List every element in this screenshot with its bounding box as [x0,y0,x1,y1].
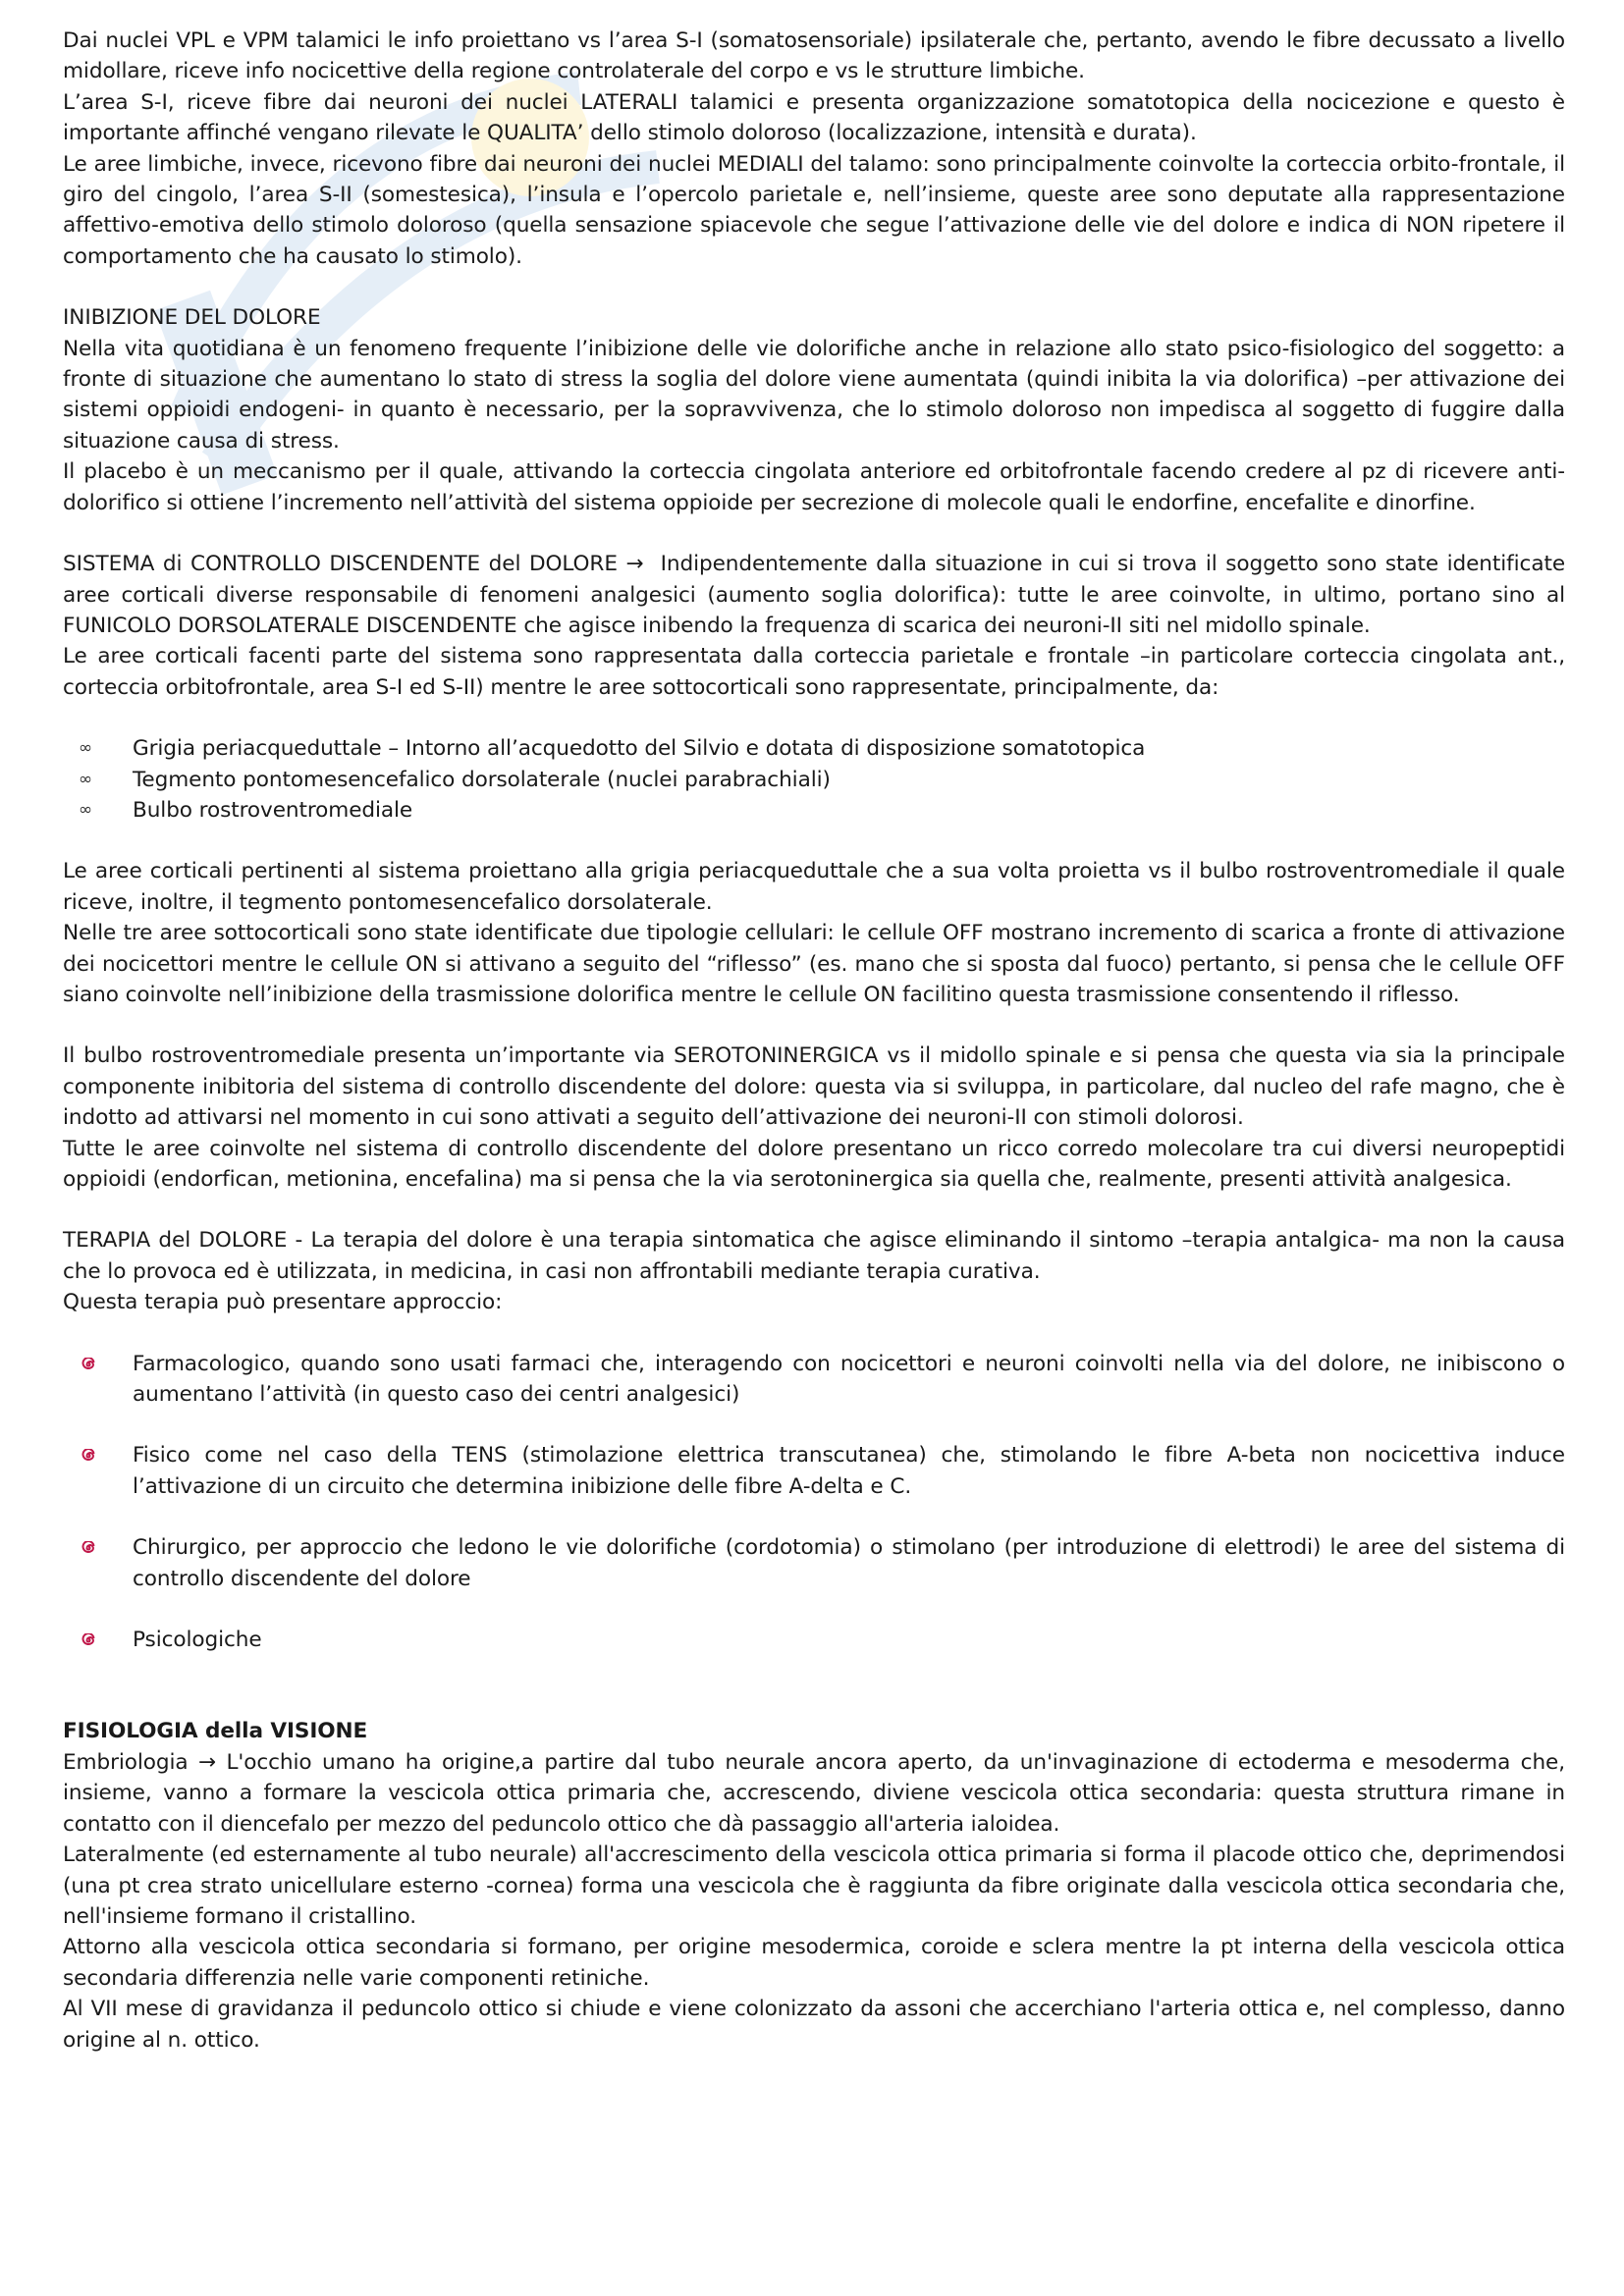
subcortical-list [63,733,1565,826]
swirl-bullet-icon [81,1358,95,1371]
paragraph-nervo-ottico: Al VII mese di gravidanza il peduncolo ottico si chiude e viene colonizzato da assoni che accerchiano l'arteria ottica e, nel complesso, danno origine al n. ottico. [63,1997,1565,2053]
paragraph-cellule-on-off: Nelle tre aree sottocorticali sono state identificate due tipologie cellulari: le cellule OFF mostrano incremento di scarica a fronte di attivazione dei nocicettori mentre le cellule ON si attivano a seguito del “riflesso” (es. mano che si sposta dal fuoco) pertanto, si pensa che le cellule OFF siano coinvolte nell’inibizione della trasmissione dolorifica mentre le cellule ON facilitino questa trasmissione consentendo il riflesso. [63,921,1565,1007]
infinity-bullet-icon: ∞ [79,799,93,820]
sistema-controllo-text: Indipendentemente dalla situazione in cui si trova il soggetto sono state identificate aree corticali diverse responsabile di fenomeni analgesici (aumento soglia dolorifica): tutte le aree coinvolte, in ultimo, portano sino al FUNICOLO DORSOLATERALE DISCENDENTE che agisce inibendo la frequenza di scarica dei neuroni-II siti nel midollo spinale. [63,552,1566,638]
list-item: ∞ Grigia periacqueduttale – Intorno all’acquedotto del Silvio e dotata di disposizione somatotopica [63,733,1565,764]
therapy-approach-list [63,1349,1565,1656]
paragraph-vpl-vpm: Dai nuclei VPL e VPM talamici le info proiettano vs l’area S-I (somatosensoriale) ipsilaterale che, pertanto, avendo le fibre decussato a livello midollare, riceve info nocicettive della regione controlaterale del corpo e vs le strutture limbiche. [63,28,1565,84]
heading-sistema-controllo: SISTEMA di CONTROLLO DISCENDENTE del DOLORE [63,552,618,577]
list-item: ∞ Tegmento pontomesencefalico dorsolaterale (nuclei parabrachiali) [63,765,1565,795]
list-item: Fisico come nel caso della TENS (stimolazione elettrica transcutanea) che, stimolando le fibre A-beta non nocicettiva induce l’attivazione di un circuito che determina inibizione delle fibre A-delta e C. [63,1440,1565,1502]
infinity-bullet-icon: ∞ [79,738,93,759]
list-item: Psicologiche [63,1625,1565,1655]
swirl-bullet-icon [81,1633,95,1647]
heading-inibizione: INIBIZIONE DEL DOLORE [63,305,321,331]
list-item: Chirurgico, per approccio che ledono le vie dolorifiche (cordotomia) o stimolano (per introduzione di elettrodi) le aree del sistema di controllo discendente del dolore [63,1532,1565,1594]
paragraph-placebo: Il placebo è un meccanismo per il quale, attivando la corteccia cingolata anteriore ed orbitofrontale facendo credere al pz di ricevere anti-dolorifico si ottiene l’incremento nell’attività del sistema oppioide per secrezione di molecole quali le endorfine, encefalite e dinorfine. [63,459,1565,515]
paragraph-aree-limbiche: Le aree limbiche, invece, ricevono fibre dai neuroni dei nuclei MEDIALI del talamo: sono principalmente coinvolte la corteccia orbito-frontale, il giro del cingolo, l’area S-II (somestesica), l’insula e l’opercolo parietale e, nell’insieme, queste aree sono deputate alla rappresentazione affettivo-emotiva dello stimolo doloroso (quella sensazione spiacevole che segue l’attivazione delle vie del dolore e indica di NON ripetere il comportamento che ha causato lo stimolo). [63,151,1565,269]
paragraph-area-s1: L’area S-I, riceve fibre dai neuroni dei nuclei LATERALI talamici e presenta organizzazione somatotopica della nocicezione e questo è importante affinché vengano rilevate le QUALITA’ dello stimolo doloroso (localizzazione, intensità e durata). [63,89,1565,146]
paragraph-embriologia: Embriologia → L'occhio umano ha origine,a partire dal tubo neurale ancora aperto, da un'invaginazione di ectoderma e mesoderma che, insieme, vanno a formare la vescicola ottica primaria che, accrescendo, diviene vescicola ottica secondaria: questa struttura rimane in contatto con il diencefalo per mezzo del peduncolo ottico che dà passaggio all'arteria ialoidea. [63,1749,1565,1837]
paragraph-proiezioni: Le aree corticali pertinenti al sistema proiettano alla grigia periacqueduttale che a sua volta proietta vs il bulbo rostroventromediale il quale riceve, inoltre, il tegmento pontomesencefalico dorsolaterale. [63,859,1565,915]
paragraph-aree-corticali: Le aree corticali facenti parte del sistema sono rappresentata dalla corteccia parietale e frontale –in particolare corteccia cingolata ant., corteccia orbitofrontale, area S-I ed S-II) mentre le aree sottocorticali sono rappresentate, principalmente, da: [63,644,1565,700]
list-item: ∞ Bulbo rostroventromediale [63,795,1565,826]
paragraph-placode: Lateralmente (ed esternamente al tubo neurale) all'accrescimento della vescicola ottica primaria si forma il placode ottico che, deprimendosi (una pt crea strato unicellulare esterno -cornea) forma una vescicola che è raggiunta da fibre originate dalla vescicola ottica secondaria che, nell'insieme formano il cristallino. [63,1842,1565,1929]
paragraph-approccio: Questa terapia può presentare approccio: [63,1290,503,1315]
paragraph-aree-coinvolte: Tutte le aree coinvolte nel sistema di controllo discendente del dolore presentano un ricco corredo molecolare tra cui diversi neuropeptidi oppioidi (endorfican, metionina, encefalina) ma si pensa che la via serotoninergica sia quella che, realmente, presenti attività analgesica. [63,1136,1565,1192]
paragraph-inibizione: Nella vita quotidiana è un fenomeno frequente l’inibizione delle vie dolorifiche anche in relazione allo stato psico-fisiologico del soggetto: a fronte di situazione che aumentano lo stato di stress la soglia del dolore viene aumentata (quindi inibita la via dolorifica) –per attivazione dei sistemi oppioidi endogeni- in quanto è necessario, per la sopravvivenza, che lo stimolo doloroso non impedisca al soggetto di fuggire dalla situazione causa di stress. [63,336,1565,454]
paragraph-bulbo: Il bulbo rostroventromediale presenta un’importante via SEROTONINERGICA vs il midollo spinale e si pensa che questa via sia la principale componente inibitoria del sistema di controllo discendente del dolore: questa via si sviluppa, in particolare, dal nucleo del rafe magno, che è indotto ad attivarsi nel momento in cui sono attivati a seguito dell’attivazione dei neuroni-II con stimoli dolorosi. [63,1043,1565,1131]
swirl-bullet-icon [81,1541,95,1555]
paragraph-sistema-controllo [63,549,1565,641]
document-page [63,26,1565,2056]
swirl-bullet-icon [81,1449,95,1463]
list-item: Farmacologico, quando sono usati farmaci che, interagendo con nocicettori e neuroni coinvolti nella via del dolore, ne inibiscono o aumentano l’attività (in questo caso dei centri analgesici) [63,1349,1565,1411]
paragraph-terapia: TERAPIA del DOLORE - La terapia del dolore è una terapia sintomatica che agisce eliminando il sintomo –terapia antalgica- ma non la causa che lo provoca ed è utilizzata, in medicina, in casi non affrontabili mediante terapia curativa. [63,1228,1565,1284]
arrow-icon: → [625,552,644,577]
paragraph-coroide-sclera: Attorno alla vescicola ottica secondaria si formano, per origine mesodermica, coroide e sclera mentre la pt interna della vescicola ottica secondaria differenzia nelle varie componenti retiniche. [63,1935,1565,1991]
infinity-bullet-icon: ∞ [79,769,93,789]
heading-fisiologia-visione: FISIOLOGIA della VISIONE [63,1719,368,1744]
